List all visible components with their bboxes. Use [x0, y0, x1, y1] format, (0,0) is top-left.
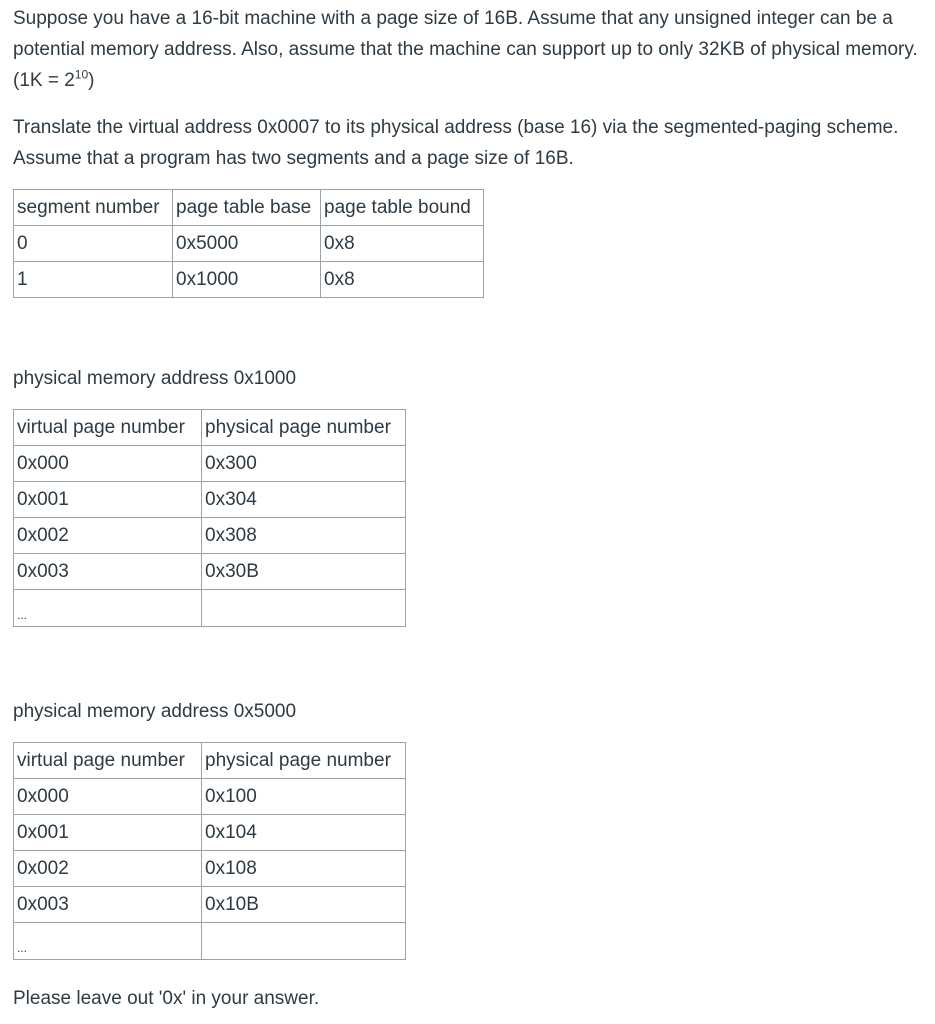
table-row [14, 446, 406, 482]
virtual-page-cell: 0x001 [14, 815, 202, 851]
question-paragraph: Translate the virtual address 0x0007 to its physical address (base 16) via the segmented-paging scheme. Assume that a program has two segments and a page size of 16B. [13, 117, 899, 169]
empty-cell [202, 923, 406, 960]
page-table-bound-cell: 0x8 [321, 262, 484, 298]
virtual-page-cell: 0x003 [14, 887, 202, 923]
table-row [14, 779, 406, 815]
ellipsis-text: ... [17, 608, 28, 622]
page-table-header-row [14, 743, 406, 779]
page-table-base-cell: 0x5000 [173, 226, 321, 262]
table-row [14, 482, 406, 518]
header-segment-number: segment number [14, 190, 173, 226]
physical-page-cell: 0x100 [202, 779, 406, 815]
footer-instruction: Please leave out '0x' in your answer. [13, 988, 320, 1009]
table-row-ellipsis [14, 923, 406, 960]
page-table-header-row [14, 410, 406, 446]
physical-page-cell: 0x10B [202, 887, 406, 923]
physical-page-cell: 0x104 [202, 815, 406, 851]
page-table-base-cell: 0x1000 [173, 262, 321, 298]
physical-page-cell: 0x304 [202, 482, 406, 518]
header-virtual-page-number: virtual page number [14, 743, 202, 779]
header-page-table-base: page table base [173, 190, 321, 226]
table-row-ellipsis [14, 590, 406, 627]
segment-number-cell: 0 [14, 226, 173, 262]
virtual-page-cell: 0x001 [14, 482, 202, 518]
intro-paragraph [13, 3, 918, 96]
virtual-page-cell: 0x003 [14, 554, 202, 590]
table-row [14, 518, 406, 554]
virtual-page-cell: 0x002 [14, 851, 202, 887]
intro-exponent: 10 [74, 67, 89, 82]
table-row [14, 554, 406, 590]
page-table-bound-cell: 0x8 [321, 226, 484, 262]
ellipsis-cell [14, 590, 202, 627]
table-row [14, 851, 406, 887]
header-physical-page-number: physical page number [202, 410, 406, 446]
segment-table [13, 189, 484, 298]
segment-number-cell: 1 [14, 262, 173, 298]
ellipsis-text: ... [17, 941, 28, 955]
table-row [14, 887, 406, 923]
virtual-page-cell: 0x000 [14, 446, 202, 482]
table-row [14, 262, 484, 298]
physical-page-cell: 0x308 [202, 518, 406, 554]
virtual-page-cell: 0x002 [14, 518, 202, 554]
physical-page-cell: 0x108 [202, 851, 406, 887]
ellipsis-cell [14, 923, 202, 960]
page-table-5000-label: physical memory address 0x5000 [13, 701, 297, 722]
segment-table-header-row [14, 190, 484, 226]
page-table-5000 [13, 742, 406, 960]
physical-page-cell: 0x30B [202, 554, 406, 590]
empty-cell [202, 590, 406, 627]
intro-close: ) [88, 70, 95, 91]
table-row [14, 226, 484, 262]
header-physical-page-number: physical page number [202, 743, 406, 779]
page-table-1000 [13, 409, 406, 627]
physical-page-cell: 0x300 [202, 446, 406, 482]
intro-text: Suppose you have a 16-bit machine with a page size of 16B. Assume that any unsigned integer can be a potential memory address. Also, assume that the machine can support up to only 32KB of physical memory. (1K = 2 [13, 8, 918, 91]
virtual-page-cell: 0x000 [14, 779, 202, 815]
header-page-table-bound: page table bound [321, 190, 484, 226]
table-row [14, 815, 406, 851]
header-virtual-page-number: virtual page number [14, 410, 202, 446]
page-table-1000-label: physical memory address 0x1000 [13, 368, 297, 389]
